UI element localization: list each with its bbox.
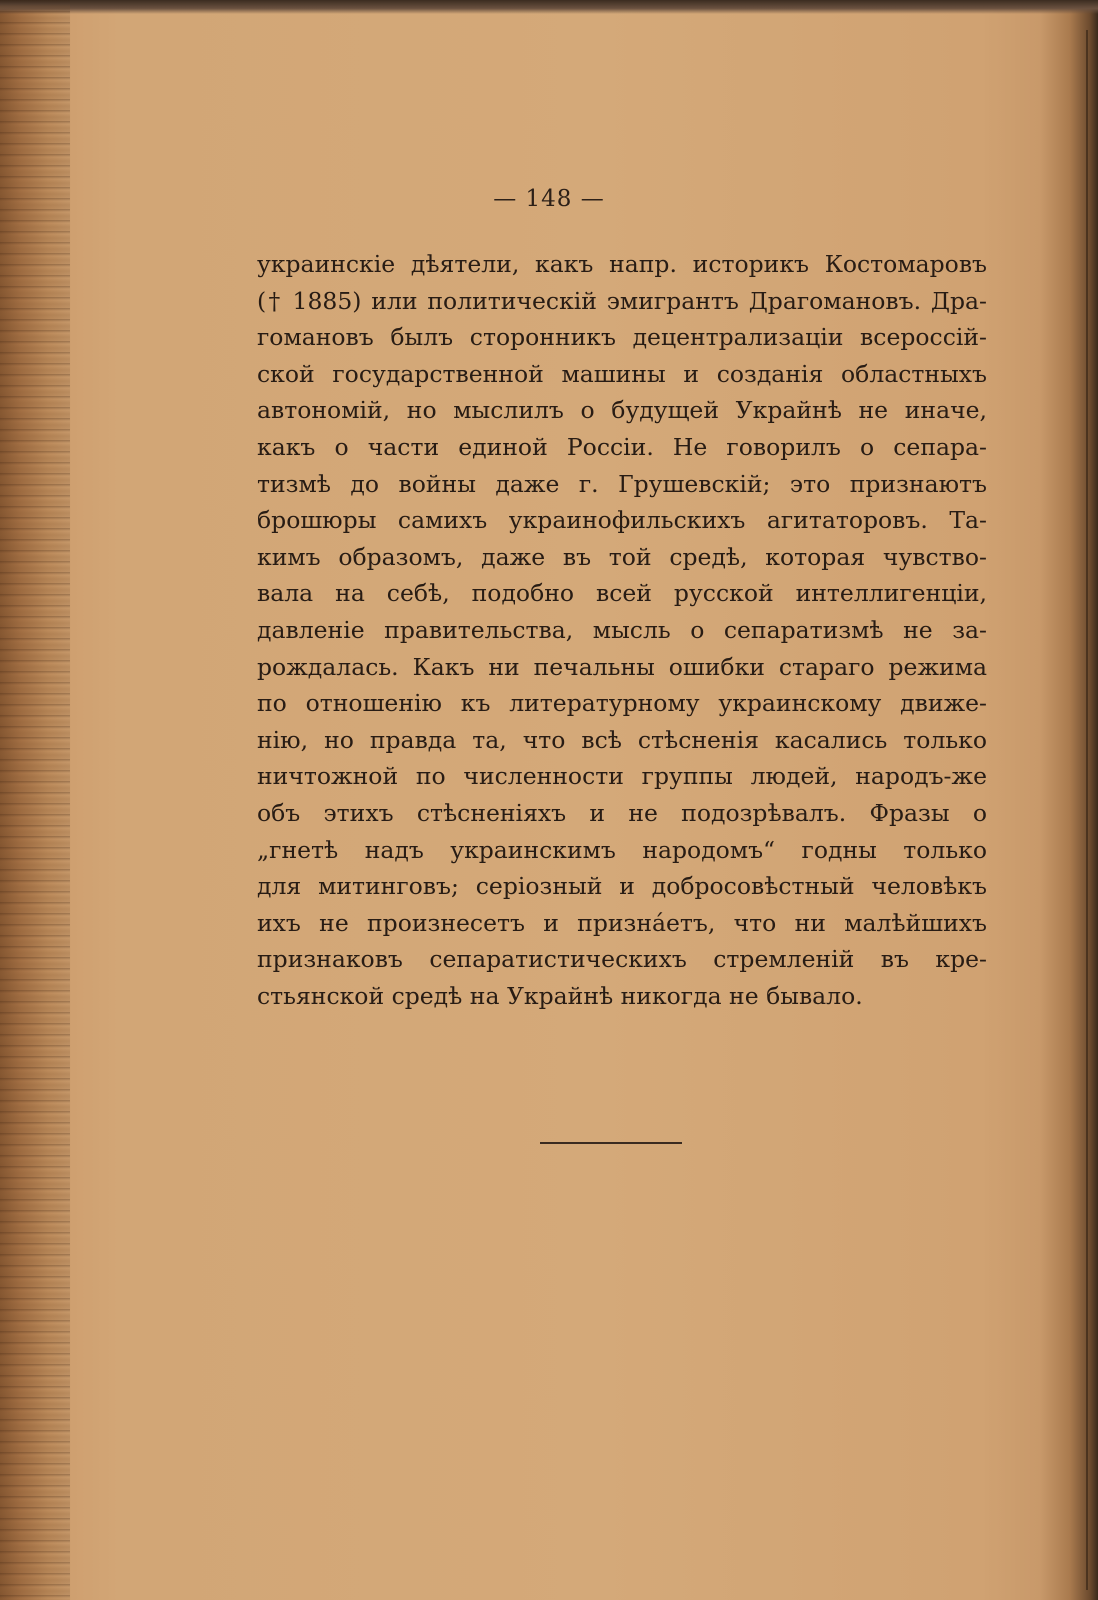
text-line: кимъ образомъ, даже въ той средѣ, которая чувство- — [257, 542, 987, 571]
text-line: ничтожной по численности группы людей, народъ-же — [257, 762, 987, 791]
text-line: брошюры самихъ украинофильскихъ агитаторовъ. Та- — [257, 506, 987, 535]
page-right-edge — [1086, 30, 1088, 1590]
text-line: нію, но правда та, что всѣ стѣсненія касались только — [257, 725, 987, 754]
text-line: гомановъ былъ сторонникъ децентрализаціи всероссій- — [257, 323, 987, 352]
page-top-edge — [0, 0, 1098, 14]
text-line: по отношенію къ литературному украинскому движе- — [257, 689, 987, 718]
text-line: († 1885) или политическій эмигрантъ Драгомановъ. Дра- — [257, 286, 987, 315]
text-line: вала на себѣ, подобно всей русской интеллигенціи, — [257, 579, 987, 608]
text-line: давленіе правительства, мысль о сепаратизмѣ не за- — [257, 615, 987, 644]
section-end-rule — [540, 1142, 682, 1144]
text-line: рождалась. Какъ ни печальны ошибки стараго режима — [257, 652, 987, 681]
body-text — [257, 246, 987, 1014]
text-line: тизмѣ до войны даже г. Грушевскій; это признаютъ — [257, 469, 987, 498]
text-line: для митинговъ; серіозный и добросовѣстный человѣкъ — [257, 872, 987, 901]
text-line: ихъ не произнесетъ и признáетъ, что ни малѣйшихъ — [257, 908, 987, 937]
book-binding-edge — [0, 0, 70, 1600]
text-line: стьянской средѣ на Украйнѣ никогда не бывало. — [257, 981, 863, 1010]
text-line: ской государственной машины и созданія областныхъ — [257, 359, 987, 388]
text-line: автономій, но мыслилъ о будущей Украйнѣ не иначе, — [257, 396, 987, 425]
text-line: объ этихъ стѣсненіяхъ и не подозрѣвалъ. Фразы о — [257, 798, 987, 827]
text-line: признаковъ сепаратистическихъ стремленій въ кре- — [257, 945, 987, 974]
page-number: — 148 — — [493, 186, 605, 212]
text-line: украинскіе дѣятели, какъ напр. историкъ Костомаровъ — [257, 250, 987, 278]
text-line: „гнетѣ надъ украинскимъ народомъ“ годны только — [257, 835, 987, 864]
text-line: какъ о части единой Россіи. Не говорилъ о сепара- — [257, 432, 987, 461]
